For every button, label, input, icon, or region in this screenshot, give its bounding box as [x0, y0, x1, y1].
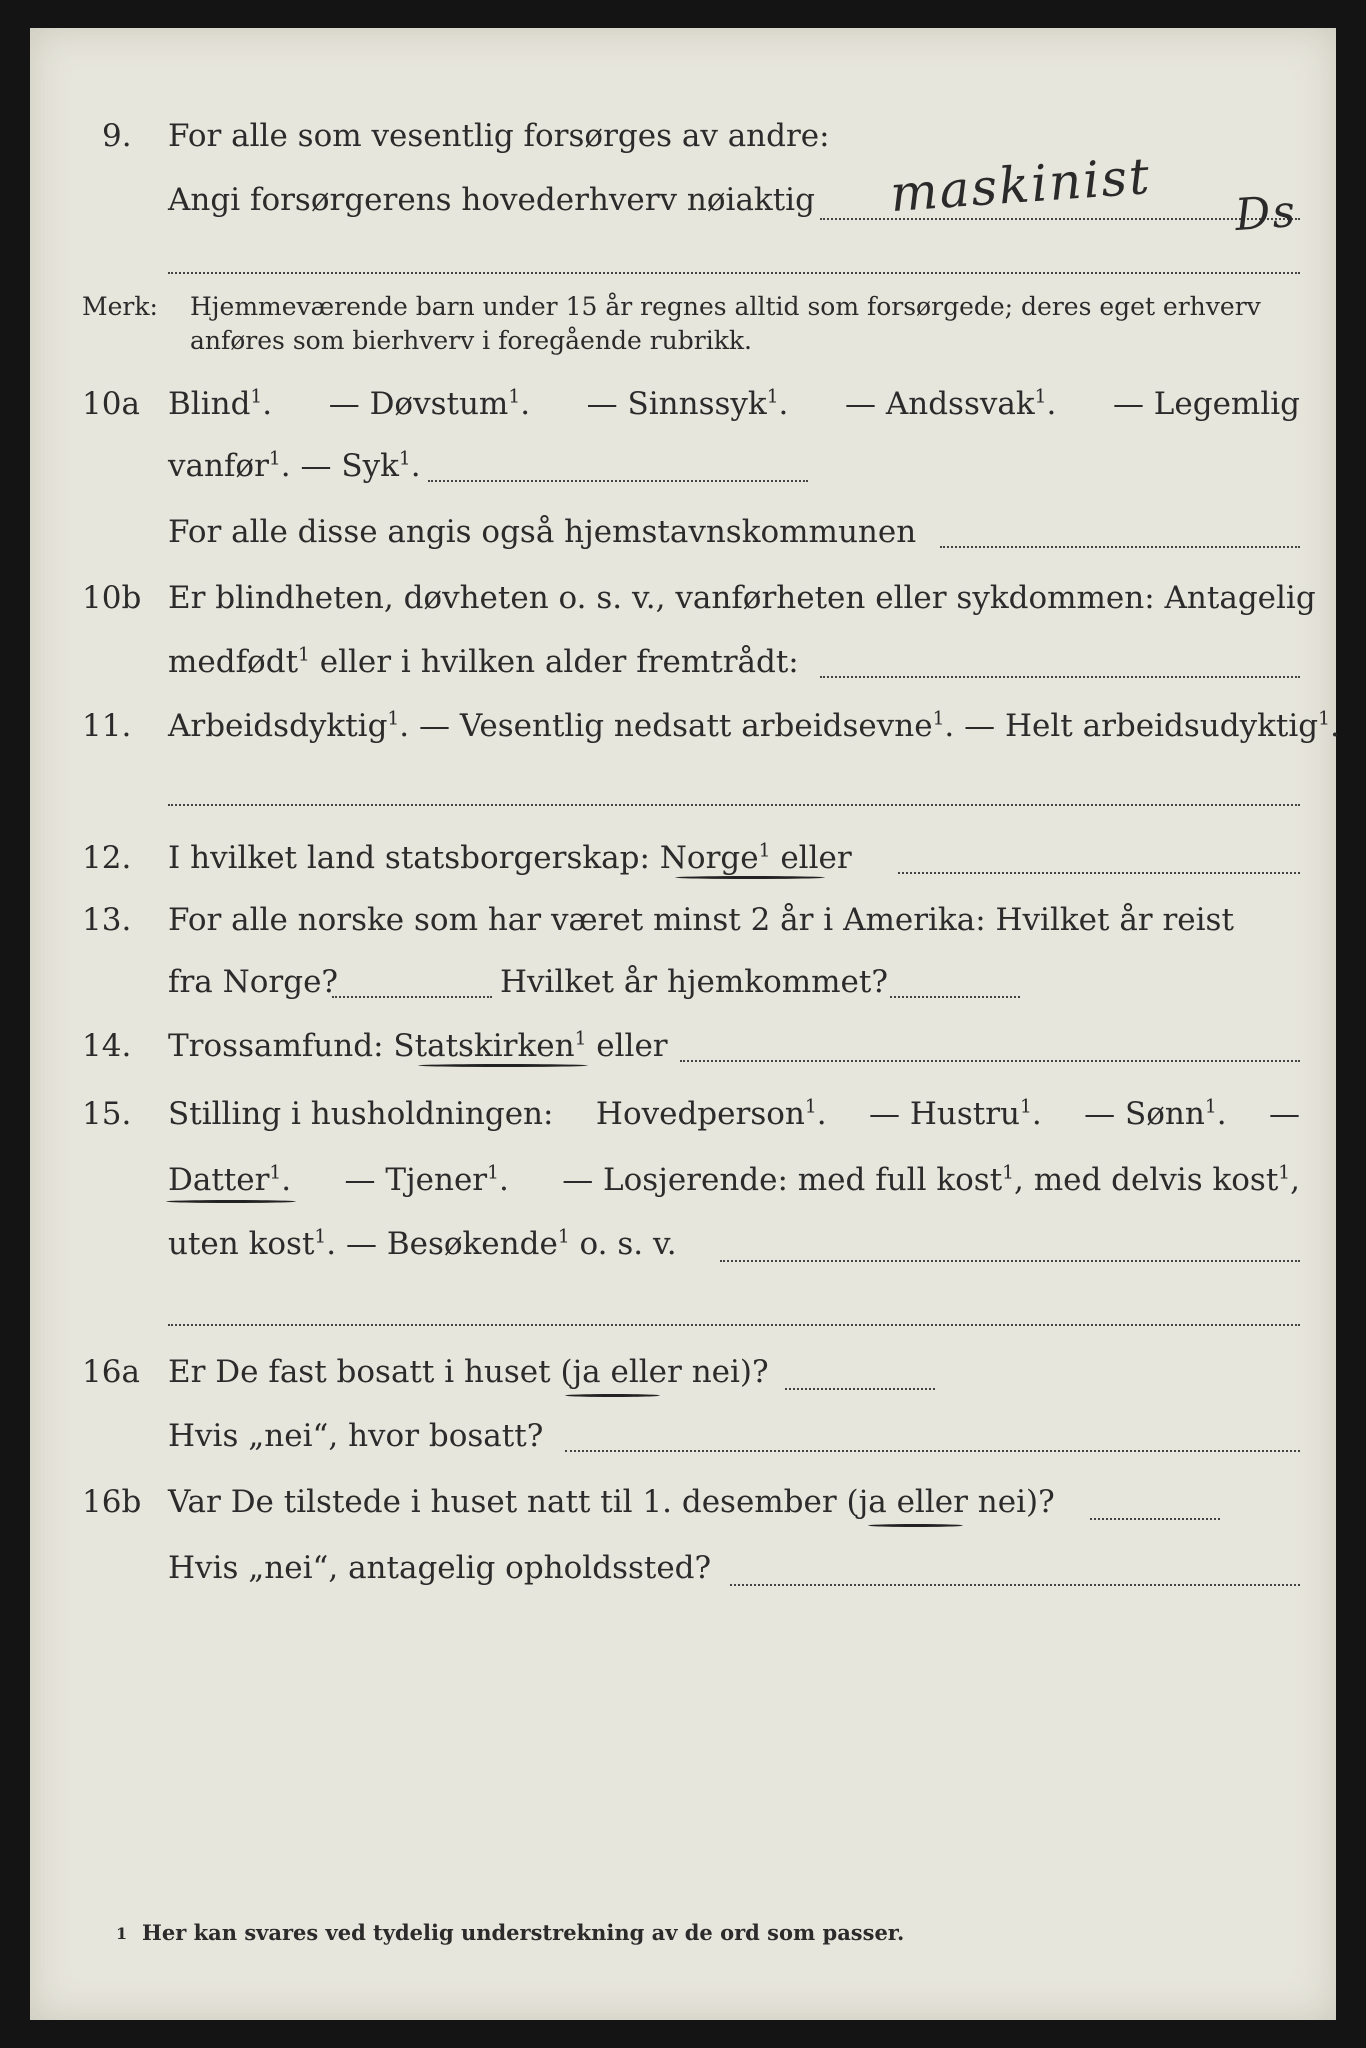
note-line1: Hjemmeværende barn under 15 år regnes alltid som forsørgede; deres eget erhverv — [190, 292, 1261, 321]
answer-line — [785, 1388, 935, 1390]
question-16b-number: 16b — [82, 1484, 142, 1520]
question-10a-line1: Blind$^1$. — Døvstum$^1$. — Sinnssyk$^1$. — Andssvak$^1$. — Legemlig — [168, 386, 1300, 422]
option-datter: Datter — [168, 1162, 270, 1198]
option-hustru: — Hustru — [869, 1096, 1021, 1132]
question-13-line1: For alle norske som har været minst 2 år i Amerika: Hvilket år reist — [168, 902, 1234, 938]
answer-line — [720, 1260, 1300, 1262]
note-line2: anføres som bierhverv i foregående rubrikk. — [190, 326, 752, 355]
option-blind: Blind — [168, 386, 251, 422]
question-11-line1: Arbeidsdyktig$^1$. — Vesentlig nedsatt arbeidsevne$^1$. — Helt arbeidsudyktig$^1$. — [168, 708, 1340, 744]
answer-line — [565, 1450, 1300, 1452]
option-dovstum: — Døvstum — [328, 386, 509, 422]
option-syk: — Syk — [300, 448, 399, 484]
question-10b-number: 10b — [82, 580, 142, 616]
question-10b-line1: Er blindheten, døvheten o. s. v., vanførheten eller sykdommen: Antagelig — [168, 580, 1316, 616]
option-hovedperson: Hovedperson — [595, 1096, 805, 1132]
underline-mark — [166, 1200, 296, 1203]
question-10b-line2: medfødt$^1$ eller i hvilken alder fremtrådt: — [168, 644, 799, 680]
question-16b-line1: Var De tilstede i huset natt til 1. desember (ja eller nei)? — [168, 1484, 1055, 1520]
option-vanfor: vanfør — [168, 448, 269, 484]
option-statskirken: Statskirken — [393, 1028, 575, 1064]
census-form-page — [30, 28, 1340, 2020]
question-10a-line2: vanfør$^1$. — Syk$^1$. — [168, 448, 421, 484]
question-16b-line2: Hvis „nei“, antagelig opholdssted? — [168, 1550, 712, 1586]
question-9-line2: Angi forsørgerens hovederhverv nøiaktig — [168, 182, 815, 218]
answer-line — [168, 804, 1300, 806]
underline-mark — [418, 1064, 588, 1067]
option-norge: Norge — [659, 840, 759, 876]
question-15-line1: Stilling i husholdningen: Hovedperson$^1$. — Hustru$^1$. — Sønn$^1$. — — [168, 1096, 1300, 1132]
question-15-line2: Datter$^1$. — Tjener$^1$. — Losjerende: med full kost$^1$, med delvis kost$^1$, — [168, 1162, 1300, 1198]
question-13-number: 13. — [82, 902, 132, 938]
handwritten-initials: Ds — [1233, 185, 1299, 242]
underline-mark — [565, 1394, 660, 1397]
answer-line — [680, 1060, 1300, 1062]
question-16a-line2: Hvis „nei“, hvor bosatt? — [168, 1418, 544, 1454]
answer-line — [940, 546, 1300, 548]
question-9-line1: For alle som vesentlig forsørges av andre: — [168, 118, 830, 154]
question-10a-number: 10a — [82, 386, 140, 422]
answer-line — [1090, 1518, 1220, 1520]
answer-line — [168, 1324, 1300, 1326]
answer-line — [898, 872, 1300, 874]
question-15-number: 15. — [82, 1096, 132, 1132]
question-13-line2b: Hvilket år hjemkommet? — [500, 964, 888, 1000]
question-14-line1: Trossamfund: Statskirken$^1$ eller — [168, 1028, 668, 1064]
option-tjener: — Tjener — [344, 1162, 488, 1198]
question-13-line2a: fra Norge? — [168, 964, 339, 1000]
answer-line — [730, 1584, 1300, 1586]
question-10a-line3: For alle disse angis også hjemstavnskommunen — [168, 514, 917, 550]
answer-line — [890, 996, 1020, 998]
answer-line — [332, 996, 492, 998]
option-sinnssyk: — Sinnssyk — [586, 386, 767, 422]
footnote-text: Her kan svares ved tydelig understrekning av de ord som passer. — [142, 1920, 905, 1945]
question-12-line1: I hvilket land statsborgerskap: Norge$^1$ eller — [168, 840, 852, 876]
option-legemlig: — Legemlig — [1112, 386, 1300, 422]
question-15-line3: uten kost$^1$. — Besøkende$^1$ o. s. v. — [168, 1226, 677, 1262]
answer-line — [168, 272, 1300, 274]
question-14-number: 14. — [82, 1028, 132, 1064]
underline-mark — [868, 1524, 963, 1527]
question-9-number: 9. — [102, 118, 132, 154]
answer-line — [428, 480, 808, 482]
option-sonn: — Sønn — [1084, 1096, 1205, 1132]
answer-line — [820, 676, 1300, 678]
option-andssvak: — Andssvak — [845, 386, 1035, 422]
underline-mark — [675, 876, 825, 879]
question-12-number: 12. — [82, 840, 132, 876]
question-16a-line1: Er De fast bosatt i huset (ja eller nei)? — [168, 1354, 769, 1390]
note-label: Merk: — [82, 292, 158, 321]
handwritten-occupation: maskinist — [888, 146, 1153, 224]
question-16a-number: 16a — [82, 1354, 140, 1390]
question-11-number: 11. — [82, 708, 132, 744]
footnote-mark: 1 — [116, 1924, 128, 1943]
